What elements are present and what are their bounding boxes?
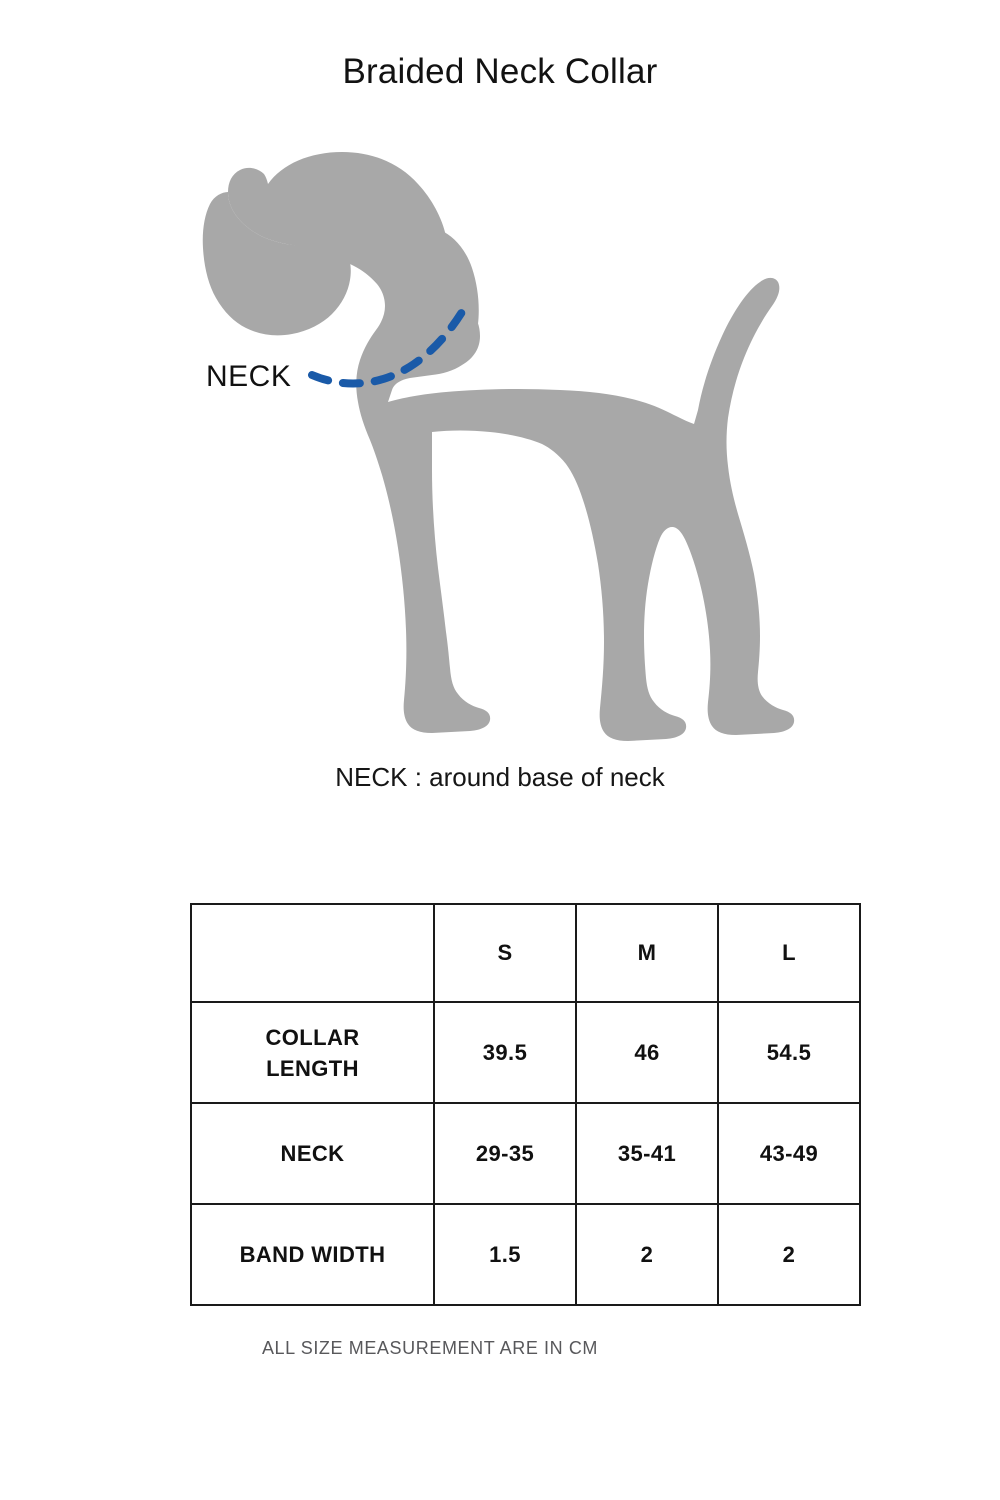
size-table-container (190, 903, 858, 1306)
table-row (191, 1204, 860, 1305)
neck-measure-label: NECK (206, 360, 292, 393)
table-row (191, 1103, 860, 1204)
row-label-neck: NECK (191, 1103, 434, 1204)
dog-illustration (170, 140, 830, 750)
cell-neck-m: 35-41 (576, 1103, 718, 1204)
size-table (190, 903, 861, 1306)
table-row (191, 1002, 860, 1103)
page-title: Braided Neck Collar (342, 52, 658, 91)
cell-collar-length-l: 54.5 (718, 1002, 860, 1103)
row-label-band-width: BAND WIDTH (191, 1204, 434, 1305)
cell-neck-l: 43-49 (718, 1103, 860, 1204)
illustration-caption: NECK : around base of neck (335, 762, 665, 792)
cell-band-width-l: 2 (718, 1204, 860, 1305)
cell-collar-length-s: 39.5 (434, 1002, 576, 1103)
row-label-line-1: COLLAR (265, 1024, 360, 1050)
dog-silhouette-icon (170, 140, 830, 750)
cell-neck-s: 29-35 (434, 1103, 576, 1204)
table-header-row (191, 904, 860, 1002)
cell-band-width-s: 1.5 (434, 1204, 576, 1305)
table-header-measurement (191, 904, 434, 1002)
cell-collar-length-m: 46 (576, 1002, 718, 1103)
row-label-line-2: LENGTH (266, 1055, 359, 1081)
measurement-unit-note: ALL SIZE MEASUREMENT ARE IN CM (261, 1338, 599, 1358)
table-header-size-s: S (434, 904, 576, 1002)
cell-band-width-m: 2 (576, 1204, 718, 1305)
row-label-collar-length (191, 1002, 434, 1103)
table-header-size-m: M (576, 904, 718, 1002)
table-header-size-l: L (718, 904, 860, 1002)
